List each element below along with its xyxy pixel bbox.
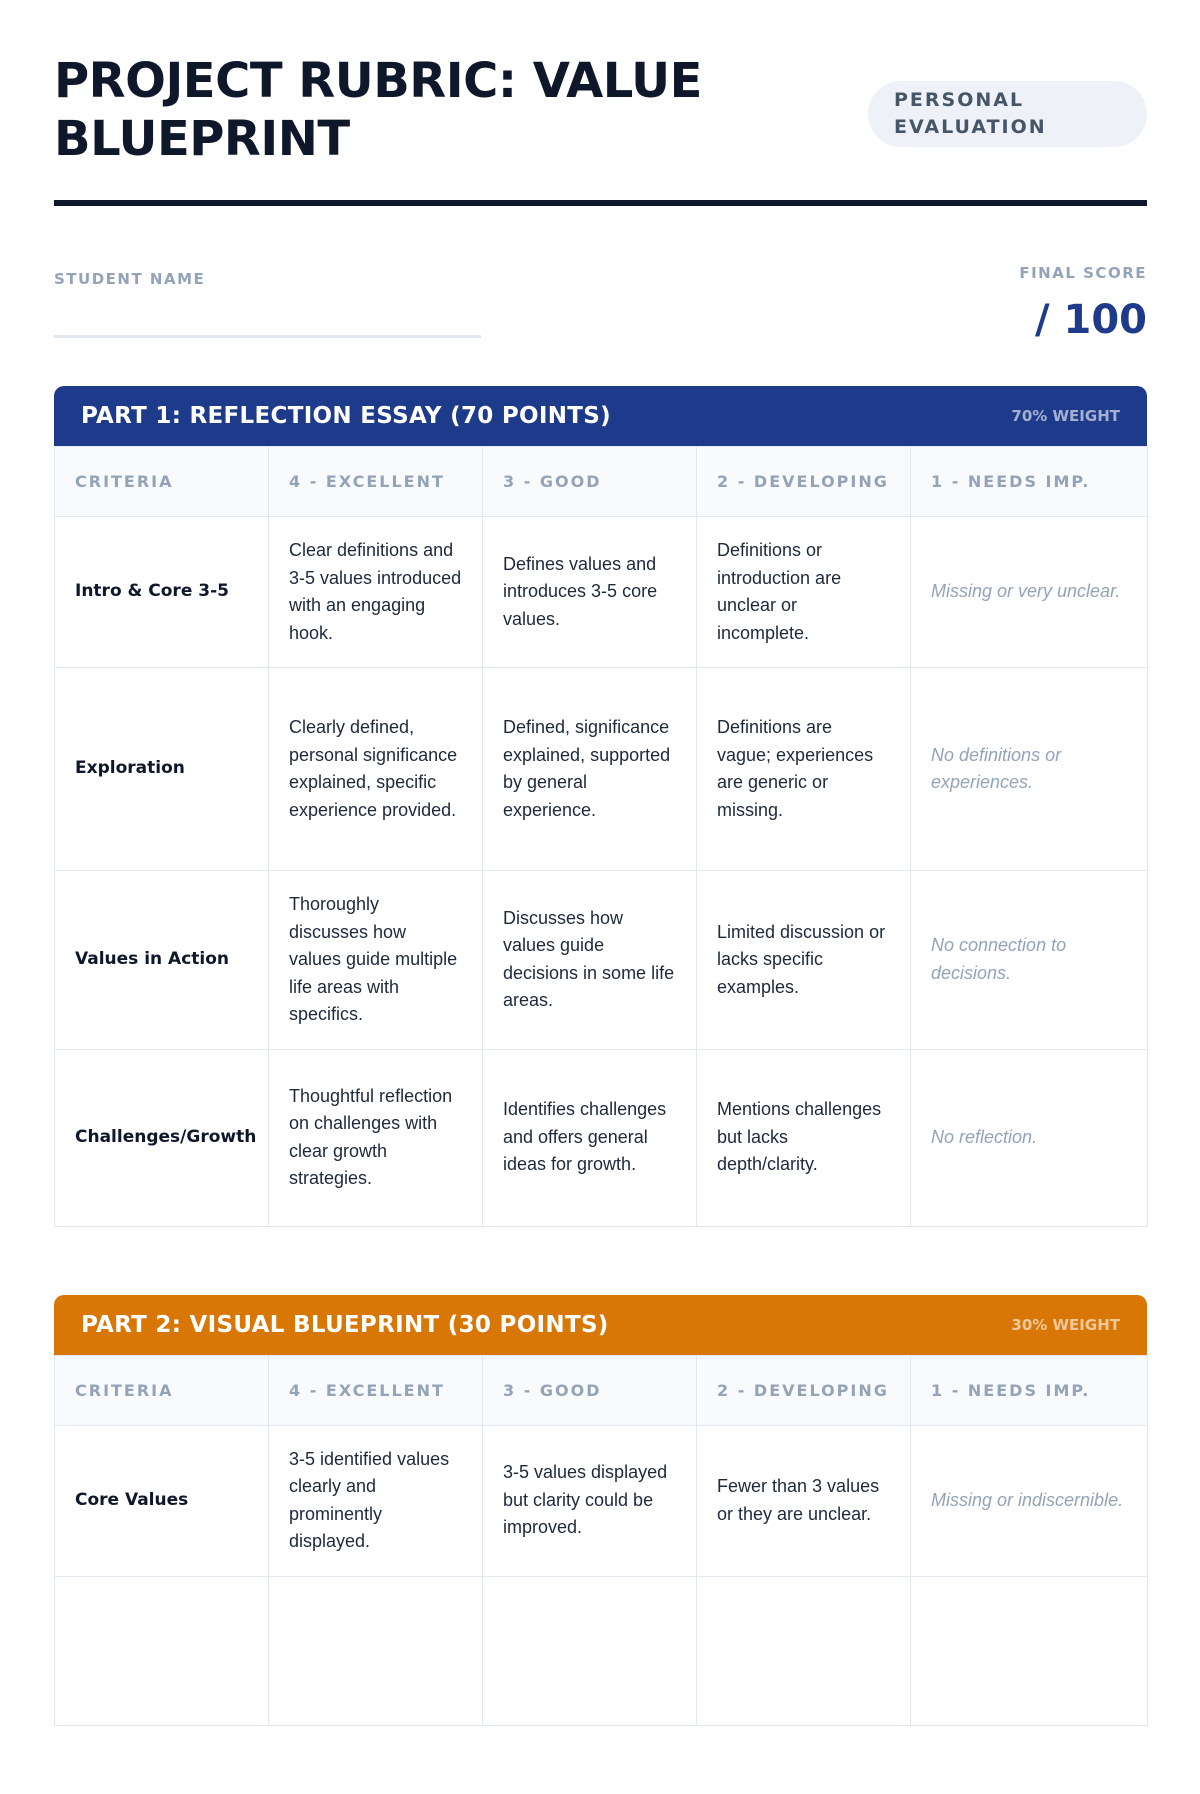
criteria-cell: Core Values xyxy=(55,1425,269,1576)
rubric-table xyxy=(54,1355,1148,1726)
excellent-cell: Thoughtful reflection on challenges with clear growth strategies. xyxy=(269,1049,483,1226)
needs-improvement-cell: No definitions or experiences. xyxy=(911,668,1148,871)
developing-cell: Mentions challenges but lacks depth/clarity. xyxy=(697,1049,911,1226)
criteria-cell: Challenges/Growth xyxy=(55,1049,269,1226)
developing-cell: Definitions are vague; experiences are generic or missing. xyxy=(697,668,911,871)
criteria-cell: Values in Action xyxy=(55,871,269,1050)
excellent-cell: Clearly defined, personal significance explained, specific experience provided. xyxy=(269,668,483,871)
good-cell xyxy=(483,1576,697,1725)
column-header-needs-improvement: 1 - NEEDS IMP. xyxy=(911,447,1148,517)
column-header-good: 3 - GOOD xyxy=(483,447,697,517)
table-row xyxy=(55,1049,1148,1226)
criteria-cell: Exploration xyxy=(55,668,269,871)
good-cell: Identifies challenges and offers general ideas for growth. xyxy=(483,1049,697,1226)
good-cell: Defines values and introduces 3-5 core values. xyxy=(483,517,697,668)
section-title: PART 2: VISUAL BLUEPRINT (30 POINTS) xyxy=(81,1311,609,1338)
column-header-needs-improvement: 1 - NEEDS IMP. xyxy=(911,1355,1148,1425)
column-header-excellent: 4 - EXCELLENT xyxy=(269,1355,483,1425)
criteria-cell xyxy=(55,1576,269,1725)
section-reflection-essay xyxy=(54,386,1147,1227)
excellent-cell: 3-5 identified values clearly and prominently displayed. xyxy=(269,1425,483,1576)
needs-improvement-cell: No reflection. xyxy=(911,1049,1148,1226)
student-name-label: STUDENT NAME xyxy=(54,270,206,288)
developing-cell: Fewer than 3 values or they are unclear. xyxy=(697,1425,911,1576)
header-divider xyxy=(54,200,1147,206)
column-header-excellent: 4 - EXCELLENT xyxy=(269,447,483,517)
rubric-page xyxy=(54,0,1147,1794)
table-row xyxy=(55,517,1148,668)
section-weight: 70% WEIGHT xyxy=(1011,407,1120,425)
table-row xyxy=(55,871,1148,1050)
table-row xyxy=(55,1425,1148,1576)
column-header-developing: 2 - DEVELOPING xyxy=(697,447,911,517)
section-visual-blueprint xyxy=(54,1295,1147,1726)
header xyxy=(54,0,1147,208)
table-header-row xyxy=(55,1355,1148,1425)
needs-improvement-cell: No connection to decisions. xyxy=(911,871,1148,1050)
section-weight: 30% WEIGHT xyxy=(1011,1315,1120,1334)
needs-improvement-cell: Missing or very unclear. xyxy=(911,517,1148,668)
table-header-row xyxy=(55,447,1148,517)
rubric-table xyxy=(54,446,1148,1227)
page-title: PROJECT RUBRIC: VALUE BLUEPRINT xyxy=(54,53,702,167)
section-title: PART 1: REFLECTION ESSAY (70 POINTS) xyxy=(81,403,611,429)
column-header-criteria: CRITERIA xyxy=(55,1355,269,1425)
final-score-label: FINAL SCORE xyxy=(1019,264,1147,282)
student-score-row xyxy=(54,208,1147,386)
excellent-cell: Clear definitions and 3-5 values introduced with an engaging hook. xyxy=(269,517,483,668)
needs-improvement-cell xyxy=(911,1576,1148,1725)
section-header xyxy=(54,1295,1147,1355)
excellent-cell: Thoroughly discusses how values guide multiple life areas with specifics. xyxy=(269,871,483,1050)
column-header-good: 3 - GOOD xyxy=(483,1355,697,1425)
needs-improvement-cell: Missing or indiscernible. xyxy=(911,1425,1148,1576)
developing-cell: Limited discussion or lacks specific examples. xyxy=(697,871,911,1050)
criteria-cell: Intro & Core 3-5 xyxy=(55,517,269,668)
table-row xyxy=(55,668,1148,871)
student-name-field[interactable] xyxy=(54,335,481,338)
final-score-value: / 100 xyxy=(1034,297,1147,343)
good-cell: Discusses how values guide decisions in some life areas. xyxy=(483,871,697,1050)
good-cell: 3-5 values displayed but clarity could be improved. xyxy=(483,1425,697,1576)
good-cell: Defined, significance explained, supported by general experience. xyxy=(483,668,697,871)
evaluation-badge: PERSONAL EVALUATION xyxy=(868,81,1147,147)
developing-cell xyxy=(697,1576,911,1725)
developing-cell: Definitions or introduction are unclear or incomplete. xyxy=(697,517,911,668)
table-row xyxy=(55,1576,1148,1725)
section-header xyxy=(54,386,1147,446)
column-header-developing: 2 - DEVELOPING xyxy=(697,1355,911,1425)
column-header-criteria: CRITERIA xyxy=(55,447,269,517)
excellent-cell xyxy=(269,1576,483,1725)
